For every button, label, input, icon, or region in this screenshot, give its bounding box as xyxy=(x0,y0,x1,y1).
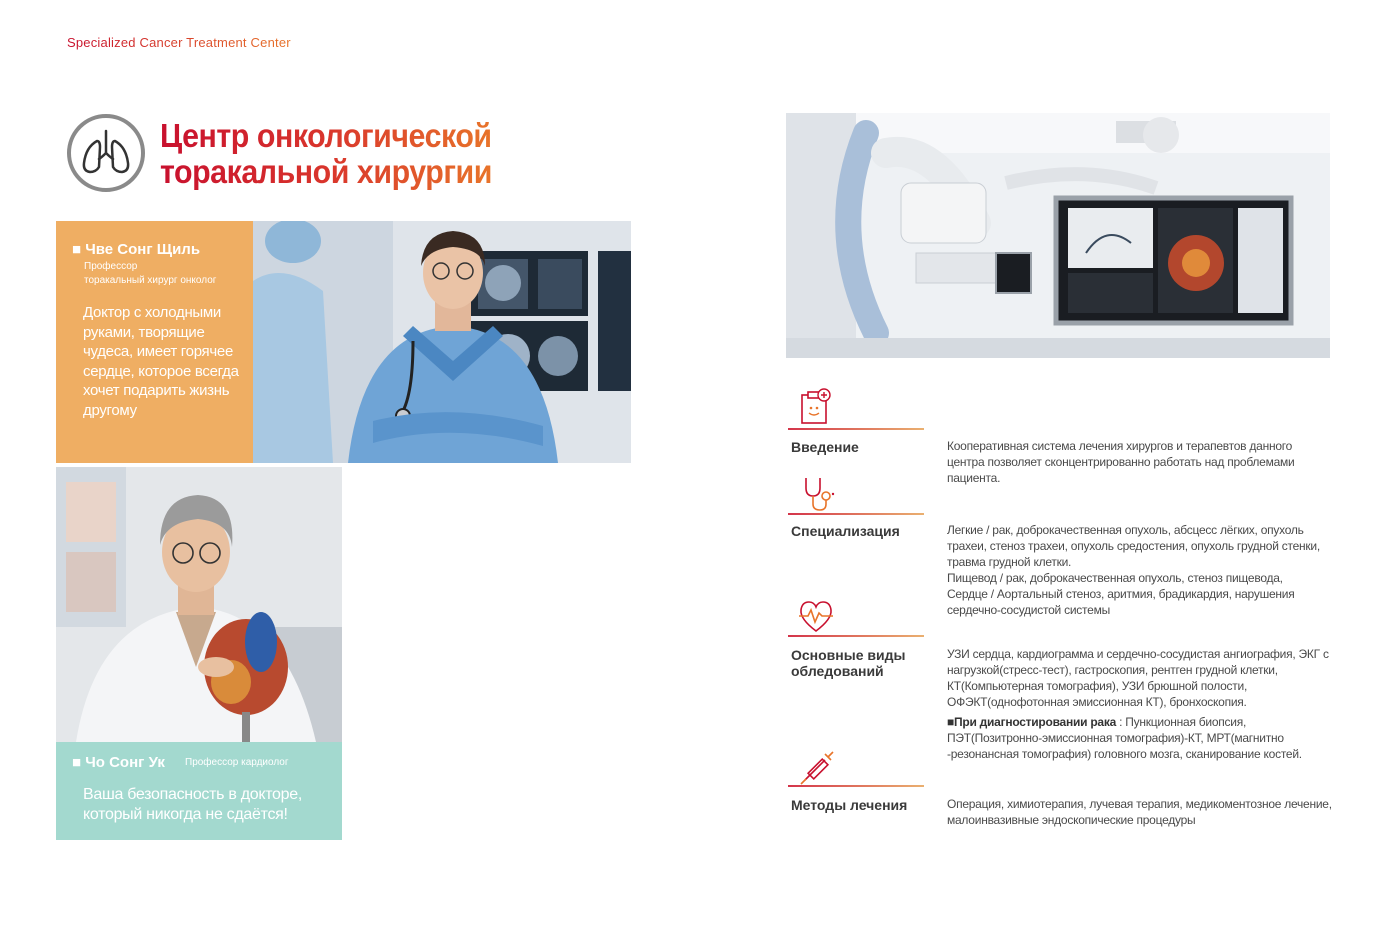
page-header: Specialized Cancer Treatment Center xyxy=(67,35,291,50)
angiography-room-illustration xyxy=(786,113,1330,358)
spec-lungs: Легкие / рак, доброкачественная опухоль, абсцесс лёгких, опухоль трахеи, стеноз трахеи, опухоль средостения, опухоль грудной стенки, травма грудной клетки. xyxy=(947,523,1320,569)
title-line-2: торакальной хирургии xyxy=(160,153,492,190)
doctor1-name: ■ Чве Сонг Щиль xyxy=(72,241,201,258)
methods-label: Методы лечения xyxy=(791,797,908,813)
doctor1-quote: Доктор с холодными руками, творящие чудеса, имеет горячее сердце, которое всегда хочет подарить жизнь другому xyxy=(83,304,239,419)
spec-text xyxy=(947,522,1332,618)
doctor1-photo xyxy=(253,221,631,463)
spec-divider xyxy=(788,513,924,515)
methods-text: Операция, химиотерапия, лучевая терапия, медикоментозное лечение, малоинвазивные эндоскопические процедуры xyxy=(947,797,1332,827)
exams-list: УЗИ сердца, кардиограмма и сердечно-сосудистая ангиография, ЭКГ с нагрузкой(стресс-тест), гастроскопия, рентген грудной клетки, КТ(Компьютерная томография), УЗИ брюшной полости, ОФЭКТ(однофотонная эмиссионная КТ), бронхоскопия. xyxy=(947,647,1329,709)
doctor1-title-line1: Профессор xyxy=(84,261,138,272)
doctor1-illustration xyxy=(253,221,631,463)
exams-text xyxy=(947,646,1332,762)
syringe-icon xyxy=(797,748,837,788)
page-title xyxy=(160,118,492,190)
doctor2-photo xyxy=(56,467,342,742)
intro-label: Введение xyxy=(791,439,859,455)
methods-divider xyxy=(788,785,924,787)
doctor2-name: ■ Чо Сонг Ук xyxy=(72,754,165,771)
spec-label: Специализация xyxy=(791,523,900,539)
doctor1-title-line2: торакальный хирург онколог xyxy=(84,275,217,286)
cancer-marker: ■ xyxy=(947,715,954,729)
doctor2-illustration xyxy=(56,467,342,742)
stethoscope-icon xyxy=(798,474,838,514)
exams-label: Основные виды обледований xyxy=(791,647,906,679)
lungs-icon xyxy=(66,113,146,193)
exams-divider xyxy=(788,635,924,637)
title-line-1: Центр онкологической xyxy=(160,117,492,154)
doctor2-title: Профессор кардиолог xyxy=(185,757,289,768)
exams-cancer xyxy=(947,714,1332,762)
cancer-text: : Пункционная биопсия, ПЭТ(Позитронно-эмиссионная томография)-КТ, МРТ(магнитно -резонансная томография) головного мозга, сканирование костей. xyxy=(947,715,1302,761)
equipment-photo xyxy=(786,113,1330,358)
spec-heart: Сердце / Аортальный стеноз, аритмия, брадикардия, нарушения сердечно-сосудистой системы xyxy=(947,587,1295,617)
spec-esophagus: Пищевод / рак, доброкачественная опухоль, стеноз пищевода, xyxy=(947,571,1283,585)
clipboard-icon xyxy=(796,387,836,427)
cancer-label: При диагностировании рака xyxy=(954,715,1117,729)
doctor2-quote: Ваша безопасность в докторе, который никогда не сдаётся! xyxy=(83,786,302,823)
intro-divider xyxy=(788,428,924,430)
heartbeat-icon xyxy=(796,597,836,637)
intro-text: Кооперативная система лечения хирургов и терапевтов данного центра позволяет сконцентрированно работать над проблемами пациента. xyxy=(947,439,1295,485)
